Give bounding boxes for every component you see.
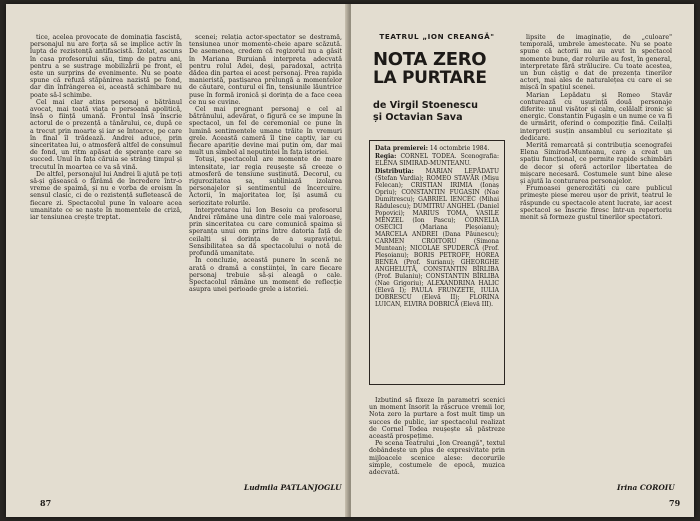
paragraph: Cel mai pregnant personaj e cel al bătrânului, adevărat, o figură ce se impune în spectacol, un fel de ceremonial ce pune în lumină sentimentele umane trăite în vremuri grele. Această cameră îl ține captiv, iar cu fiecare apariție devine mai puțin om, dar mai mult un simbol al neputinței în fața istoriei. bbox=[189, 106, 342, 157]
theatre-heading: TEATRUL „ION CREANGĂ" bbox=[379, 32, 495, 41]
left-page bbox=[6, 4, 349, 517]
magazine-spread bbox=[6, 4, 694, 517]
paragraph: Interpretarea lui Ion Besoiu ca profesorul Andrei rămâne una dintre cele mai valoroase, prin sinceritatea cu care comunică spaima și speranța unui om prins între datoria față de ceilalți și dorința de a supraviețui. Sensibilitatea sa dă spectacolului o notă de profundă umanitate. bbox=[189, 206, 342, 258]
paragraph: Totuși, spectacolul are momente de mare intensitate, iar regia reușește să creeze o atmosferă de tensiune susținută. Decorul, cu rigurozitatea sa, subliniază izolarea personajelor și sentimentul de încercuire. Actorii, în majoritatea lor, își asumă cu seriozitate rolurile. bbox=[189, 156, 342, 207]
title-line-1: NOTA ZERO bbox=[373, 49, 487, 70]
credits-box bbox=[369, 140, 505, 385]
page-number: 87 bbox=[40, 498, 52, 508]
left-column-2 bbox=[189, 34, 342, 474]
paragraph: tice, acelea provocate de dominația fascistă, personajul nu are forța să se implice activ în lupta de rezistență antifascistă. Izolat, ascuns în casa profesorului său, timp de patru ani, pentru a se sustrage mobilizării pe front, el este un surprins de evenimente. Nu se poate spune că refuză stăpânirea nazistă pe fond, dar din înfrângerea ei, această schimbare nu poate să-l schimbe. bbox=[30, 34, 182, 99]
paragraph: În concluzie, această punere în scenă ne arată o dramă a conștiinței, în care fiecare personaj trebuie să-și aleagă o cale. Spectacolul rămâne un moment de reflecție asupra unei perioade grele a istoriei. bbox=[189, 257, 342, 294]
credit-value: CORNEL TODEA. Scenografia: ELENA SIMIRAD-MUNTEANU. bbox=[375, 153, 499, 167]
author-signature: Ludmila PATLANJOGLU bbox=[244, 483, 342, 492]
credit-label: Regia: bbox=[375, 153, 397, 160]
paragraph: Cel mai clar atins personaj e bătrânul avocat, mai toată viața o persoană apolitică, însă o ființă umană. Frontul însă înscrie actorul de o prezență a tânărului, ce, după ce a trecut prin moarte și iar se întoarce, pe care în final îl trădează. Andrei aduce, prin sinceritatea lui, o atmosferă altfel de consumul de fond, un ritm apăsat de speranțe care se succed. Unul în fața căruia se strâng timpul și trecutul în moartea ce va să vină. bbox=[30, 98, 182, 171]
right-page bbox=[351, 4, 694, 517]
left-column-1 bbox=[30, 34, 182, 492]
page-number: 79 bbox=[669, 498, 681, 508]
credit-label: Distribuția: bbox=[375, 168, 414, 175]
right-column-1-bottom bbox=[369, 397, 505, 507]
authors-line-1: de Virgil Stoenescu bbox=[373, 100, 478, 111]
authors-line-2: și Octavian Sava bbox=[373, 112, 463, 123]
paragraph: Izbutind să fixeze în parametri scenici un moment însorit la răscruce vremii lor, Nota zero la purtare a fost mult timp un succes de public, iar spectacolul realizat de Cornel Todea reușește să păstreze această prospețime. bbox=[369, 397, 505, 441]
right-column-2 bbox=[520, 34, 672, 482]
credit-label: Data premierei: bbox=[375, 145, 428, 152]
title-line-2: LA PURTARE bbox=[373, 68, 487, 88]
credit-line bbox=[375, 145, 499, 152]
author-signature: Irina COROIU bbox=[617, 483, 675, 492]
paragraph: Marian Lepădatu și Romeo Stavăr conturează cu ușurință două personaje diferite: unul visător și calm, celălalt ironic și energic. Constantin Fugașin e un nume ce va fi de urmărit, oferind o compoziție fină. Ceilalți interpreți susțin ansamblul cu seriozitate și dedicare. bbox=[520, 91, 672, 142]
article-title bbox=[373, 50, 505, 88]
credit-value: 14 octombrie 1984. bbox=[429, 145, 490, 152]
credit-line bbox=[375, 153, 499, 167]
paragraph: scenei; relația actor-spectator se destramă, tensiunea unor momente-cheie apare scăzută. De asemenea, credem că regizorul nu a găsit în Mariana Buruiană interpreta adecvată pentru rolul Adei, deși, paradoxal, actrița dădea din partea ei acest personaj. Prea rapida manieristă, pastișarea prelungă a momentelor de căutare, conturul ei fin, tensiunile lăuntrice puse în formă ironică și dorința de a face ceea ce nu se cuvine. bbox=[189, 34, 342, 106]
credit-value: MARIAN LEPĂDATU (Ștefan Vardia); ROMEO STAVĂR (Mișu Felecan); CRISTIAN IRIMIA (Ionaș Opriu); CONSTANTIN FUGAȘIN (Nae Dumitrescu); GABRIEL IENCEC (Mihai Rădulescu); DUMITRU ANGHEL (Daniel Popovici); MARIUS TOMA, VASILE MENZEL (Ion Pascu); CORNELIA OSECICI (Mariana Pleșoianu); MARCELA ANDREI (Dana Păunescu); CARMEN CROITORU (Simona Muntean); NICOLAE SPUDERCĂ (Prof. Pleșoianu); BORIS PETROFF, HOREA BENEA (Prof. Surianu); GHEORGHE ANGHELUȚĂ, CONSTANTIN BÎRLIBA (Prof. Bulaniu); CONSTANTIN BÎRLIBA (Nae Grigoriu); ALEXANDRINA HALIC (Elevă I); PAULA FRUNZETE, IULIA DOBRESCU (Elevă II); FLORINA LUICAN, ELVIRA DOBRICĂ (Elevă III). bbox=[375, 168, 499, 308]
paragraph: Frumoasei generozități cu care publicul primește piese mereu ușor de privit, teatrul le răspunde cu spectacole atent lucrate, iar acest spectacol se înscrie firesc într-un repertoriu menit să formeze gustul tinerilor spectatori. bbox=[520, 185, 672, 222]
credit-line bbox=[375, 168, 499, 308]
paragraph: Pe scena Teatrului „Ion Creangă", textul dobândește un plus de expresivitate prin mijloacele scenice alese: decorurile simple, costumele de epocă, muzica adecvată. bbox=[369, 440, 505, 477]
article-authors bbox=[373, 100, 505, 124]
paragraph: lipsite de imaginație, de „culoare" temporală, umbrele amestecate. Nu se poate spune că actorii nu au avut în spectacol momente bune, dar rolurile au fost, în general, interpretate fără strălucire. Cu toate acestea, un bun câștig e dat de prezența tinerilor actori, mai ales de naturalețea cu care ei se mișcă în spațiul scenei. bbox=[520, 34, 672, 92]
paragraph: Merită remarcată și contribuția scenografei Elena Simirad-Munteanu, care a creat un spațiu funcțional, ce permite rapide schimbări de decor și oferă actorilor libertatea de mișcare necesară. Costumele sunt bine alese și ajută la conturarea personajelor. bbox=[520, 142, 672, 186]
paragraph: De altfel, personajul lui Andrei îi ajută pe toți să-și găsească o fărâmă de încredere într-o vreme de spaimă, și nu e vorba de eroism în sensul clasic, ci de o rezistență sufletească de fiecare zi. Spectacolul pune în valoare acea umanitate ce se naște în momentele de criză, iar tensiunea crește treptat. bbox=[30, 170, 182, 222]
